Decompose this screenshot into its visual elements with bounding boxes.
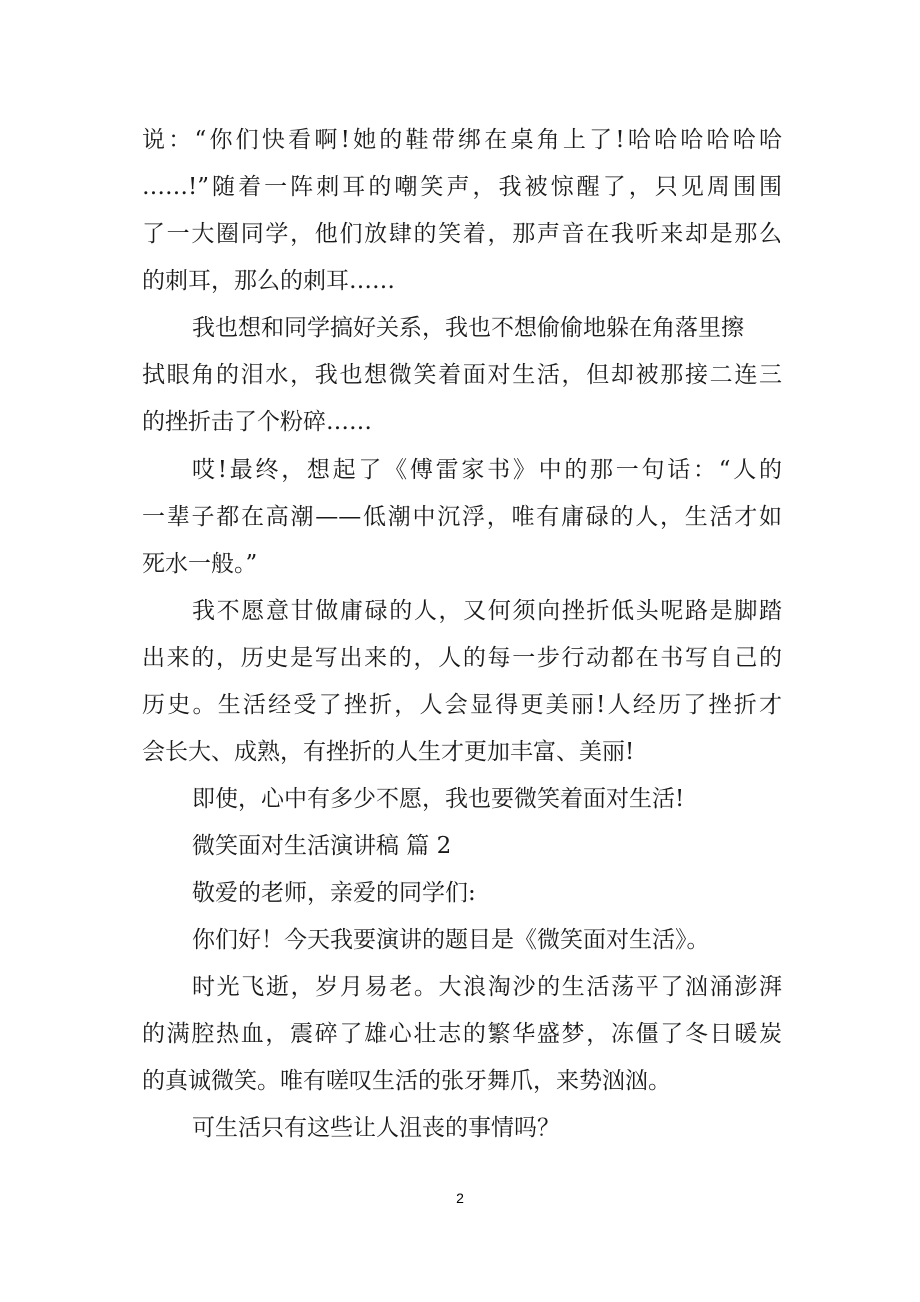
paragraph-line: 的挫折击了个粉碎…… [142,409,372,435]
paragraph-line: 出来的，历史是写出来的，人的每一步行动都在书写自己的 [142,645,782,671]
paragraph-line: 拭眼角的泪水，我也想微笑着面对生活，但却被那接二连三 [142,362,782,388]
paragraph-line: ……!”随着一阵刺耳的嘲笑声，我被惊醒了，只见周围围 [142,174,782,200]
salutation-line: 敬爱的老师，亲爱的同学们: [192,880,476,906]
paragraph-line: 我不愿意甘做庸碌的人，又何须向挫折低头呢路是脚踏 [192,598,782,624]
paragraph-line: 我也想和同学搞好关系，我也不想偷偷地躲在角落里擦 [192,315,744,341]
paragraph-line: 的满腔热血，震碎了雄心壮志的繁华盛梦，冻僵了冬日暖炭 [142,1021,782,1047]
paragraph-line: 说：“你们快看啊!她的鞋带绑在桌角上了!哈哈哈哈哈哈 [142,127,782,153]
paragraph-line: 的真诚微笑。唯有嗟叹生活的张牙舞爪，来势汹汹。 [142,1068,671,1094]
paragraph-line: 的刺耳，那么的刺耳…… [142,268,395,294]
paragraph-line: 了一大圈同学，他们放肆的笑着，那声音在我听来却是那么 [142,221,782,247]
paragraph-line: 死水一般。” [142,551,258,577]
paragraph-line: 可生活只有这些让人沮丧的事情吗？ [192,1115,560,1141]
paragraph-line: 会长大、成熟，有挫折的人生才更加丰富、美丽! [142,739,635,765]
paragraph-line: 一辈子都在高潮——低潮中沉浮，唯有庸碌的人，生活才如 [142,504,782,530]
paragraph-line: 即使，心中有多少不愿，我也要微笑着面对生活! [192,786,685,812]
page-number: 2 [456,1190,464,1206]
paragraph-line: 你们好！今天我要演讲的题目是《微笑面对生活》。 [192,927,710,953]
paragraph-line: 历史。生活经受了挫折，人会显得更美丽!人经历了挫折才 [142,692,782,718]
paragraph-line: 哎!最终，想起了《傅雷家书》中的那一句话：“人的 [192,457,782,483]
paragraph-line: 时光飞逝，岁月易老。大浪淘沙的生活荡平了汹涌澎湃 [192,974,782,1000]
section-heading: 微笑面对生活演讲稿 篇 2 [192,833,452,859]
